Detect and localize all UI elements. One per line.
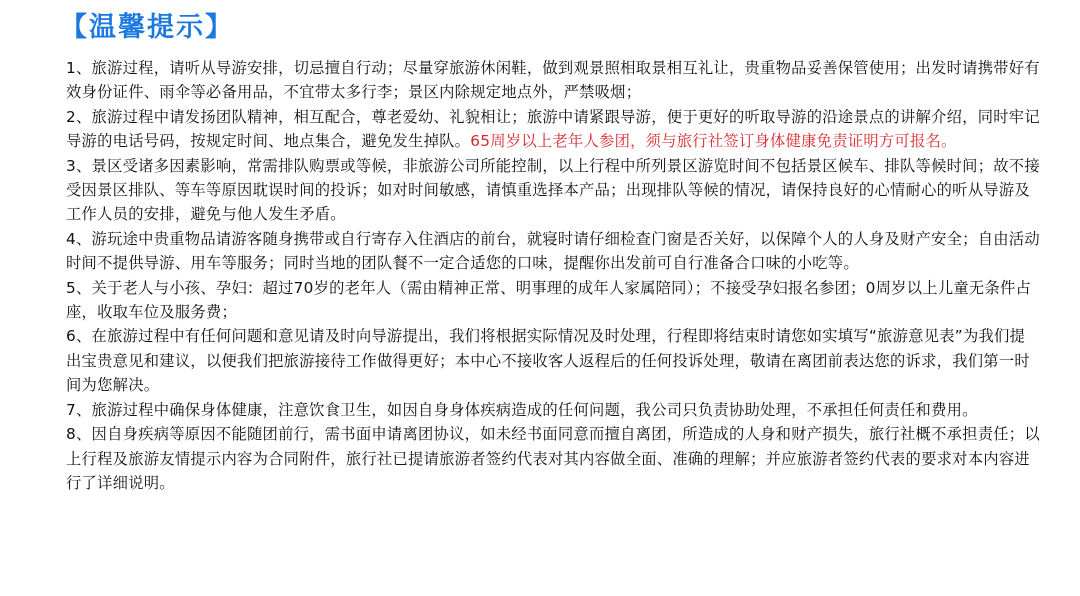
tip-paragraph-3 [66, 154, 1040, 227]
tip-text: 1、旅游过程，请听从导游安排，切忌擅自行动；尽量穿旅游休闲鞋，做到观景照相取景相互礼让，贵重物品妥善保管使用；出发时请携带好有效身份证件、雨伞等必备用品，不宜带太多行李；景区内除规定地点外，严禁吸烟； [66, 59, 1040, 102]
tip-paragraph-5 [66, 276, 1040, 325]
tip-text: 7、旅游过程中确保身体健康，注意饮食卫生，如因自身身体疾病造成的任何问题，我公司只负责协助处理，不承担任何责任和费用。 [66, 400, 978, 419]
tip-highlight-warning: 65周岁以上老年人参团，须与旅行社签订身体健康免责证明方可报名。 [470, 132, 957, 151]
tip-text: 6、在旅游过程中有任何问题和意见请及时向导游提出，我们将根据实际情况及时处理，行程即将结束时请您如实填写“旅游意见表”为我们提出宝贵意见和建议，以便我们把旅游接待工作做得更好；本中心不接收客人返程后的任何投诉处理，敬请在离团前表达您的诉求，我们第一时间为您解决。 [66, 327, 1030, 395]
tip-paragraph-8 [66, 422, 1040, 495]
tip-text: 8、因自身疾病等原因不能随团前行，需书面申请离团协议，如未经书面同意而擅自离团，所造成的人身和财产损失，旅行社概不承担责任；以上行程及旅游友情提示内容为合同附件，旅行社已提请旅游者签约代表对其内容做全面、准确的理解；并应旅游者签约代表的要求对本内容进行了详细说明。 [66, 425, 1040, 492]
tip-text: 2、旅游过程中请发扬团队精神，相互配合，尊老爱幼、礼貌相让；旅游中请紧跟导游，便于更好的听取导游的沿途景点的讲解介绍，同时牢记导游的电话号码，按规定时间、地点集合，避免发生掉队。 [66, 107, 1040, 151]
tip-text: 5、关于老人与小孩、孕妇：超过70岁的老年人（需由精神正常、明事理的成年人家属陪同）；不接受孕妇报名参团；0周岁以上儿童无条件占座，收取车位及服务费； [66, 278, 1032, 322]
tip-paragraph-2 [66, 105, 1040, 154]
tip-text: 3、景区受诸多因素影响，常需排队购票或等候，非旅游公司所能控制，以上行程中所列景区游览时间不包括景区候车、排队等候时间；故不接受因景区排队、等车等原因耽误时间的投诉；如对时间敏感，请慎重选择本产品；出现排队等候的情况，请保持良好的心情耐心的听从导游及工作人员的安排，避免与他人发生矛盾。 [66, 156, 1040, 224]
tip-paragraph-4 [66, 227, 1040, 276]
tip-paragraph-7 [66, 398, 1040, 422]
tip-text: 4、游玩途中贵重物品请游客随身携带或自行寄存入住酒店的前台，就寝时请仔细检查门窗是否关好，以保障个人的人身及财产安全；自由活动时间不提供导游、用车等服务；同时当地的团队餐不一定合适您的口味，提醒你出发前可自行准备合口味的小吃等。 [66, 229, 1040, 273]
page-title: 【温馨提示】 [60, 12, 234, 43]
tip-paragraph-1 [66, 56, 1040, 105]
tip-paragraph-6 [66, 324, 1040, 397]
